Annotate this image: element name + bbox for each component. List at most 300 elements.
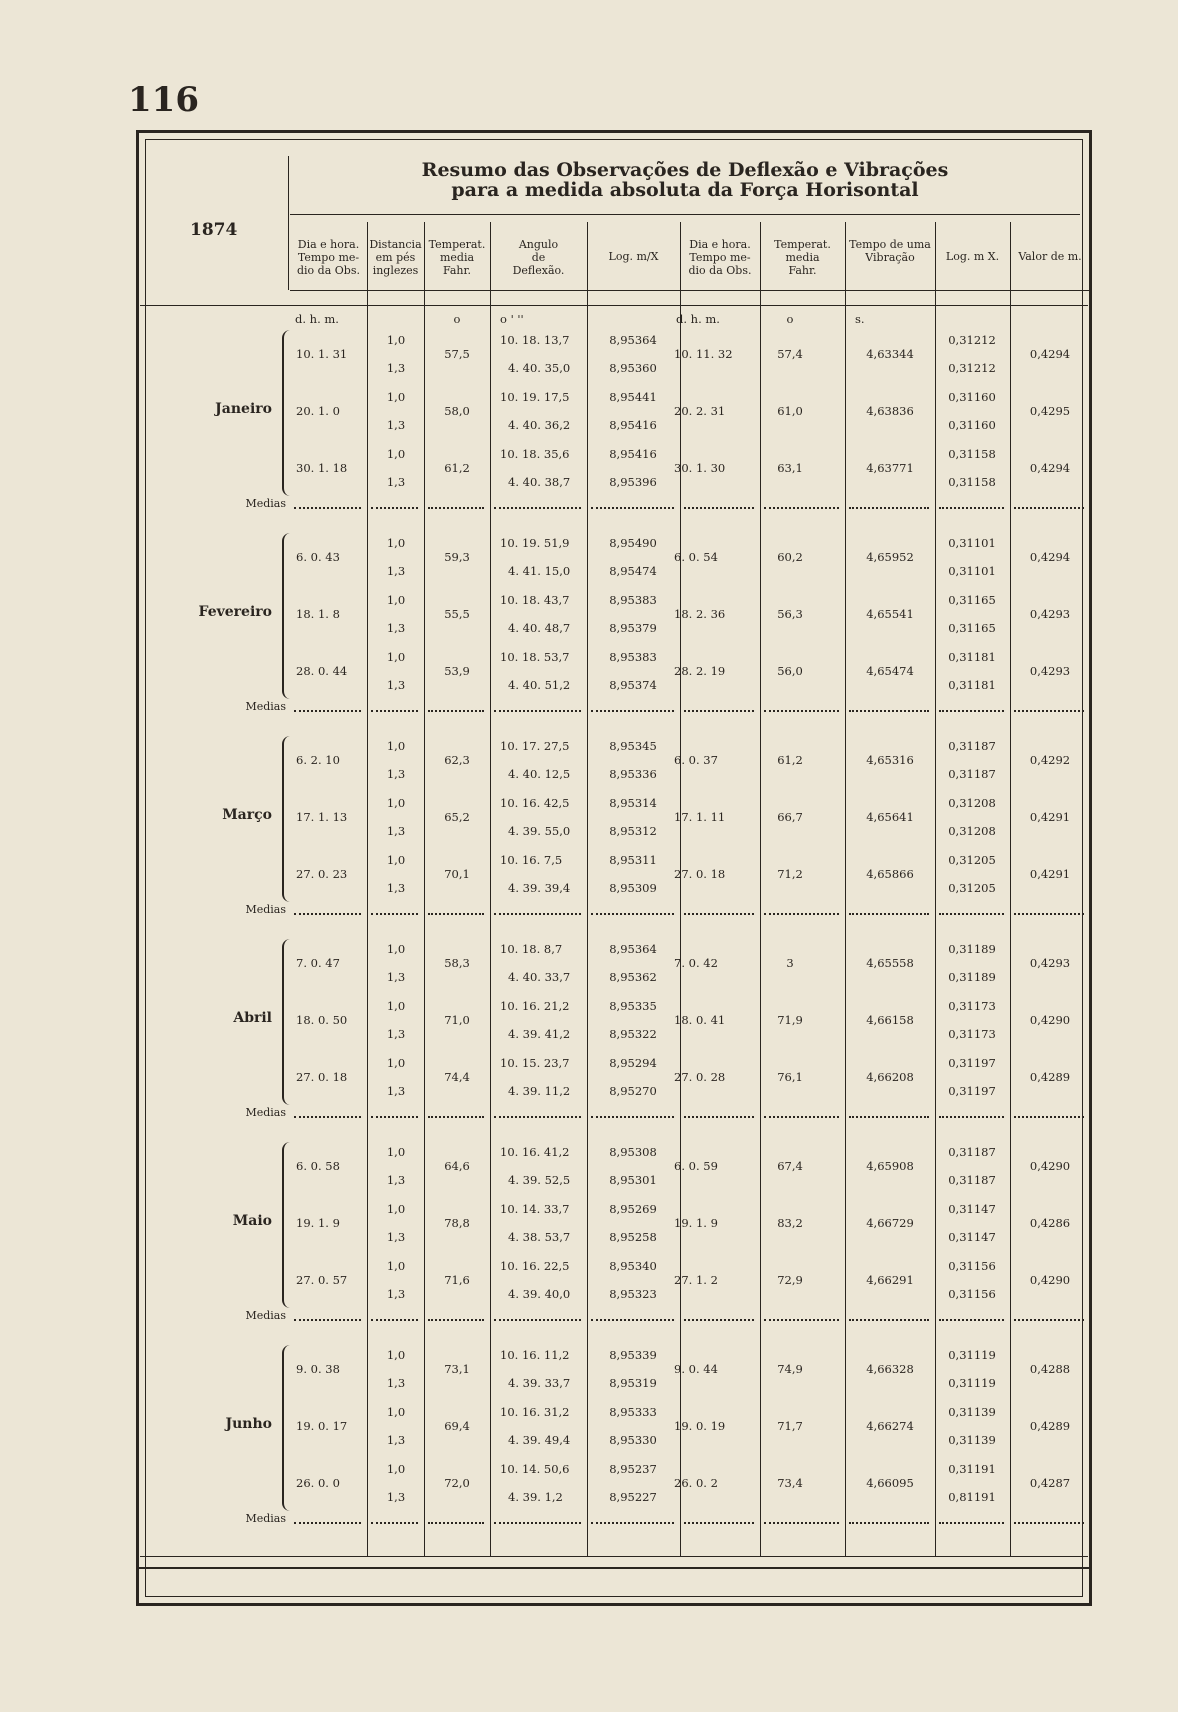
medias-dots — [494, 507, 581, 509]
log-m-x: 8,95309 — [609, 881, 657, 895]
day-hour-2: 19. 1. 9 — [674, 1216, 718, 1230]
medias-dots — [428, 1319, 484, 1321]
distance: 1,0 — [386, 1202, 406, 1216]
unit-angle: o ' '' — [500, 312, 524, 326]
value-m: 0,4293 — [1029, 956, 1071, 970]
deflection-angle: 4. 40. 36,2 — [508, 418, 571, 432]
vibration-time: 4,65866 — [866, 867, 914, 881]
log-mx: 0,31156 — [948, 1259, 996, 1273]
log-m-x: 8,95383 — [609, 593, 657, 607]
deflection-angle: 10. 16. 7,5 — [500, 853, 563, 867]
day-hour: 27. 0. 57 — [296, 1273, 348, 1287]
vibration-time: 4,66328 — [866, 1362, 914, 1376]
log-mx: 0,31165 — [948, 593, 996, 607]
temperature-2: 71,9 — [777, 1013, 803, 1027]
deflection-angle: 4. 39. 33,7 — [508, 1376, 571, 1390]
deflection-angle: 4. 39. 1,2 — [508, 1490, 563, 1504]
distance: 1,3 — [386, 1027, 406, 1041]
medias-dots — [494, 710, 581, 712]
medias-dots — [1014, 1116, 1084, 1118]
distance: 1,0 — [386, 536, 406, 550]
distance: 1,0 — [386, 1348, 406, 1362]
medias-dots — [428, 710, 484, 712]
log-mx: 0,31205 — [948, 881, 996, 895]
deflection-angle: 4. 39. 41,2 — [508, 1027, 571, 1041]
temperature: 58,3 — [444, 956, 470, 970]
log-mx: 0,31156 — [948, 1287, 996, 1301]
deflection-angle: 10. 18. 8,7 — [500, 942, 563, 956]
deflection-angle: 4. 40. 33,7 — [508, 970, 571, 984]
deflection-angle: 4. 40. 35,0 — [508, 361, 571, 375]
distance: 1,0 — [386, 333, 406, 347]
medias-dots — [294, 913, 361, 915]
log-mx: 0,31101 — [948, 536, 996, 550]
day-hour: 18. 1. 8 — [296, 607, 340, 621]
vibration-time: 4,66158 — [866, 1013, 914, 1027]
temperature: 71,6 — [444, 1273, 470, 1287]
log-mx: 0,31208 — [948, 796, 996, 810]
day-hour: 10. 1. 31 — [296, 347, 348, 361]
log-m-x: 8,95269 — [609, 1202, 657, 1216]
log-mx: 0,31119 — [948, 1376, 996, 1390]
log-mx: 0,31212 — [948, 333, 996, 347]
log-mx: 0,31165 — [948, 621, 996, 635]
medias-dots — [294, 1522, 361, 1524]
temperature-2: 60,2 — [777, 550, 803, 564]
distance: 1,3 — [386, 970, 406, 984]
log-m-x: 8,95441 — [609, 390, 657, 404]
temperature: 55,5 — [444, 607, 470, 621]
value-m: 0,4293 — [1029, 607, 1071, 621]
temperature: 72,0 — [444, 1476, 470, 1490]
log-m-x: 8,95339 — [609, 1348, 657, 1362]
temperature-2: 3 — [786, 956, 794, 970]
deflection-angle: 10. 18. 35,6 — [500, 447, 570, 461]
vibration-time: 4,65641 — [866, 810, 914, 824]
day-hour-2: 28. 2. 19 — [674, 664, 726, 678]
medias-dots — [764, 507, 839, 509]
unit-dh-2: d. h. m. — [676, 312, 720, 326]
value-m: 0,4289 — [1029, 1419, 1071, 1433]
log-mx: 0,31147 — [948, 1230, 996, 1244]
column-header: Tempo de uma Vibração — [849, 238, 931, 264]
log-m-x: 8,95258 — [609, 1230, 657, 1244]
distance: 1,3 — [386, 767, 406, 781]
medias-label: Medias — [245, 1106, 286, 1119]
medias-label: Medias — [245, 1512, 286, 1525]
vibration-time: 4,65558 — [866, 956, 914, 970]
month-brace — [282, 1345, 292, 1511]
medias-dots — [428, 1116, 484, 1118]
column-divider — [680, 222, 681, 1556]
medias-dots — [1014, 913, 1084, 915]
day-hour: 19. 0. 17 — [296, 1419, 348, 1433]
vibration-time: 4,63836 — [866, 404, 914, 418]
distance: 1,3 — [386, 564, 406, 578]
day-hour-2: 6. 0. 37 — [674, 753, 718, 767]
log-mx: 0,31187 — [948, 739, 996, 753]
medias-dots — [939, 1116, 1004, 1118]
month-brace — [282, 533, 292, 699]
log-mx: 0,31189 — [948, 942, 996, 956]
temperature-2: 83,2 — [777, 1216, 803, 1230]
month-name: Março — [222, 806, 272, 823]
log-m-x: 8,95379 — [609, 621, 657, 635]
header-rule — [140, 305, 1088, 306]
medias-dots — [939, 1319, 1004, 1321]
vibration-time: 4,66729 — [866, 1216, 914, 1230]
medias-dots — [684, 507, 754, 509]
medias-dots — [371, 1319, 418, 1321]
log-m-x: 8,95374 — [609, 678, 657, 692]
temperature: 57,5 — [444, 347, 470, 361]
month-brace — [282, 736, 292, 902]
log-m-x: 8,95416 — [609, 447, 657, 461]
unit-sec: s. — [855, 312, 865, 326]
distance: 1,3 — [386, 1230, 406, 1244]
day-hour-2: 6. 0. 54 — [674, 550, 718, 564]
day-hour-2: 9. 0. 44 — [674, 1362, 718, 1376]
medias-label: Medias — [245, 903, 286, 916]
medias-dots — [939, 1522, 1004, 1524]
vibration-time: 4,66274 — [866, 1419, 914, 1433]
deflection-angle: 10. 16. 21,2 — [500, 999, 570, 1013]
temperature-2: 73,4 — [777, 1476, 803, 1490]
day-hour: 7. 0. 47 — [296, 956, 340, 970]
medias-label: Medias — [245, 497, 286, 510]
day-hour-2: 7. 0. 42 — [674, 956, 718, 970]
column-header: Dia e hora. Tempo me- dio da Obs. — [297, 238, 360, 277]
log-m-x: 8,95396 — [609, 475, 657, 489]
deflection-angle: 10. 16. 22,5 — [500, 1259, 570, 1273]
medias-label: Medias — [245, 1309, 286, 1322]
medias-dots — [371, 507, 418, 509]
day-hour-2: 26. 0. 2 — [674, 1476, 718, 1490]
column-divider — [367, 222, 368, 1556]
distance: 1,0 — [386, 999, 406, 1013]
year-label: 1874 — [190, 220, 238, 240]
day-hour: 6. 0. 43 — [296, 550, 340, 564]
temperature-2: 56,0 — [777, 664, 803, 678]
temperature-2: 76,1 — [777, 1070, 803, 1084]
medias-dots — [428, 1522, 484, 1524]
log-m-x: 8,95330 — [609, 1433, 657, 1447]
medias-dots — [371, 1522, 418, 1524]
deflection-angle: 10. 16. 41,2 — [500, 1145, 570, 1159]
value-m: 0,4290 — [1029, 1013, 1071, 1027]
distance: 1,0 — [386, 853, 406, 867]
deflection-angle: 10. 17. 27,5 — [500, 739, 570, 753]
distance: 1,0 — [386, 447, 406, 461]
medias-dots — [764, 1116, 839, 1118]
log-m-x: 8,95237 — [609, 1462, 657, 1476]
log-m-x: 8,95227 — [609, 1490, 657, 1504]
unit-temp: o — [453, 312, 461, 326]
log-m-x: 8,95336 — [609, 767, 657, 781]
distance: 1,3 — [386, 678, 406, 692]
deflection-angle: 4. 39. 39,4 — [508, 881, 571, 895]
deflection-angle: 10. 15. 23,7 — [500, 1056, 570, 1070]
deflection-angle: 10. 19. 17,5 — [500, 390, 570, 404]
log-mx: 0,31173 — [948, 999, 996, 1013]
log-mx: 0,31212 — [948, 361, 996, 375]
month-name: Junho — [225, 1415, 272, 1432]
log-m-x: 8,95322 — [609, 1027, 657, 1041]
vibration-time: 4,66208 — [866, 1070, 914, 1084]
day-hour-2: 18. 2. 36 — [674, 607, 726, 621]
log-m-x: 8,95364 — [609, 942, 657, 956]
log-m-x: 8,95294 — [609, 1056, 657, 1070]
deflection-angle: 4. 40. 38,7 — [508, 475, 571, 489]
deflection-angle: 10. 18. 13,7 — [500, 333, 570, 347]
distance: 1,3 — [386, 1376, 406, 1390]
unit-dh: d. h. m. — [295, 312, 339, 326]
column-header: Angulo de Deflexão. — [512, 238, 565, 277]
deflection-angle: 10. 16. 11,2 — [500, 1348, 570, 1362]
medias-dots — [684, 1116, 754, 1118]
medias-dots — [428, 913, 484, 915]
medias-dots — [591, 1116, 674, 1118]
log-mx: 0,81191 — [948, 1490, 996, 1504]
deflection-angle: 4. 40. 12,5 — [508, 767, 571, 781]
temperature-2: 66,7 — [777, 810, 803, 824]
log-mx: 0,31197 — [948, 1056, 996, 1070]
day-hour-2: 18. 0. 41 — [674, 1013, 726, 1027]
distance: 1,0 — [386, 942, 406, 956]
temperature-2: 71,2 — [777, 867, 803, 881]
value-m: 0,4293 — [1029, 664, 1071, 678]
distance: 1,0 — [386, 390, 406, 404]
log-mx: 0,31189 — [948, 970, 996, 984]
month-name: Maio — [232, 1212, 272, 1229]
medias-dots — [1014, 710, 1084, 712]
column-header: Temperat. media Fahr. — [428, 238, 486, 277]
temperature: 59,3 — [444, 550, 470, 564]
month-name: Janeiro — [215, 400, 272, 417]
log-mx: 0,31208 — [948, 824, 996, 838]
vibration-time: 4,65908 — [866, 1159, 914, 1173]
day-hour-2: 10. 11. 32 — [674, 347, 733, 361]
deflection-angle: 10. 18. 43,7 — [500, 593, 570, 607]
month-brace — [282, 939, 292, 1105]
log-m-x: 8,95345 — [609, 739, 657, 753]
log-m-x: 8,95474 — [609, 564, 657, 578]
medias-dots — [849, 507, 929, 509]
month-name: Abril — [233, 1009, 272, 1026]
day-hour-2: 6. 0. 59 — [674, 1159, 718, 1173]
distance: 1,3 — [386, 361, 406, 375]
medias-dots — [294, 710, 361, 712]
medias-dots — [849, 1116, 929, 1118]
deflection-angle: 10. 19. 51,9 — [500, 536, 570, 550]
day-hour-2: 17. 1. 11 — [674, 810, 726, 824]
medias-dots — [684, 1522, 754, 1524]
day-hour: 19. 1. 9 — [296, 1216, 340, 1230]
medias-dots — [371, 913, 418, 915]
value-m: 0,4295 — [1029, 404, 1071, 418]
value-m: 0,4292 — [1029, 753, 1071, 767]
day-hour: 20. 1. 0 — [296, 404, 340, 418]
distance: 1,0 — [386, 1056, 406, 1070]
temperature-2: 71,7 — [777, 1419, 803, 1433]
medias-dots — [428, 507, 484, 509]
day-hour: 17. 1. 13 — [296, 810, 348, 824]
column-header: Distancia em pés inglezes — [369, 238, 422, 277]
day-hour: 26. 0. 0 — [296, 1476, 340, 1490]
deflection-angle: 10. 16. 42,5 — [500, 796, 570, 810]
medias-dots — [1014, 1319, 1084, 1321]
temperature-2: 63,1 — [777, 461, 803, 475]
temperature: 69,4 — [444, 1419, 470, 1433]
distance: 1,0 — [386, 593, 406, 607]
distance: 1,0 — [386, 1259, 406, 1273]
log-mx: 0,31187 — [948, 1145, 996, 1159]
column-header: Log. m X. — [945, 250, 1000, 263]
log-mx: 0,31181 — [948, 650, 996, 664]
body-bottom-rule — [140, 1556, 1088, 1557]
log-m-x: 8,95383 — [609, 650, 657, 664]
medias-dots — [1014, 507, 1084, 509]
temperature-2: 57,4 — [777, 347, 803, 361]
distance: 1,3 — [386, 1433, 406, 1447]
column-divider — [587, 222, 588, 1556]
deflection-angle: 4. 39. 40,0 — [508, 1287, 571, 1301]
distance: 1,3 — [386, 1490, 406, 1504]
medias-dots — [591, 913, 674, 915]
medias-label: Medias — [245, 700, 286, 713]
value-m: 0,4286 — [1029, 1216, 1071, 1230]
column-divider — [424, 222, 425, 1556]
value-m: 0,4290 — [1029, 1159, 1071, 1173]
deflection-angle: 4. 40. 51,2 — [508, 678, 571, 692]
vibration-time: 4,65316 — [866, 753, 914, 767]
log-m-x: 8,95362 — [609, 970, 657, 984]
temperature: 73,1 — [444, 1362, 470, 1376]
title-line-2: para a medida absoluta da Força Horisontal — [451, 179, 919, 201]
vibration-time: 4,65541 — [866, 607, 914, 621]
log-mx: 0,31158 — [948, 475, 996, 489]
medias-dots — [764, 1319, 839, 1321]
log-m-x: 8,95311 — [609, 853, 657, 867]
deflection-angle: 4. 39. 52,5 — [508, 1173, 571, 1187]
medias-dots — [494, 913, 581, 915]
log-m-x: 8,95364 — [609, 333, 657, 347]
day-hour: 27. 0. 18 — [296, 1070, 348, 1084]
value-m: 0,4294 — [1029, 550, 1071, 564]
value-m: 0,4290 — [1029, 1273, 1071, 1287]
page-number: 116 — [128, 80, 199, 120]
medias-dots — [684, 710, 754, 712]
log-m-x: 8,95319 — [609, 1376, 657, 1390]
temperature-2: 56,3 — [777, 607, 803, 621]
log-mx: 0,31147 — [948, 1202, 996, 1216]
distance: 1,3 — [386, 1084, 406, 1098]
column-header: Dia e hora. Tempo me- dio da Obs. — [688, 238, 752, 277]
log-m-x: 8,95270 — [609, 1084, 657, 1098]
log-mx: 0,31160 — [948, 390, 996, 404]
log-mx: 0,31139 — [948, 1405, 996, 1419]
log-mx: 0,31191 — [948, 1462, 996, 1476]
medias-dots — [494, 1116, 581, 1118]
distance: 1,0 — [386, 796, 406, 810]
log-m-x: 8,95312 — [609, 824, 657, 838]
day-hour-2: 27. 0. 18 — [674, 867, 726, 881]
medias-dots — [849, 913, 929, 915]
day-hour: 30. 1. 18 — [296, 461, 348, 475]
deflection-angle: 10. 16. 31,2 — [500, 1405, 570, 1419]
medias-dots — [591, 507, 674, 509]
medias-dots — [939, 507, 1004, 509]
distance: 1,3 — [386, 1173, 406, 1187]
column-divider — [935, 222, 936, 1556]
log-m-x: 8,95490 — [609, 536, 657, 550]
medias-dots — [684, 913, 754, 915]
medias-dots — [849, 1319, 929, 1321]
day-hour-2: 27. 0. 28 — [674, 1070, 726, 1084]
deflection-angle: 4. 39. 11,2 — [508, 1084, 571, 1098]
temperature: 74,4 — [444, 1070, 470, 1084]
day-hour: 9. 0. 38 — [296, 1362, 340, 1376]
day-hour-2: 20. 2. 31 — [674, 404, 726, 418]
column-header: Valor de m. — [1018, 250, 1082, 263]
month-brace — [282, 1142, 292, 1308]
log-m-x: 8,95333 — [609, 1405, 657, 1419]
temperature: 64,6 — [444, 1159, 470, 1173]
deflection-angle: 4. 41. 15,0 — [508, 564, 571, 578]
value-m: 0,4289 — [1029, 1070, 1071, 1084]
value-m: 0,4291 — [1029, 867, 1071, 881]
temperature: 53,9 — [444, 664, 470, 678]
deflection-angle: 10. 14. 33,7 — [500, 1202, 570, 1216]
distance: 1,0 — [386, 739, 406, 753]
medias-dots — [494, 1522, 581, 1524]
temperature: 71,0 — [444, 1013, 470, 1027]
temperature: 61,2 — [444, 461, 470, 475]
log-m-x: 8,95360 — [609, 361, 657, 375]
medias-dots — [591, 1319, 674, 1321]
distance: 1,0 — [386, 650, 406, 664]
medias-dots — [764, 913, 839, 915]
deflection-angle: 4. 39. 49,4 — [508, 1433, 571, 1447]
table-title — [290, 160, 1080, 200]
vibration-time: 4,63344 — [866, 347, 914, 361]
distance: 1,0 — [386, 1405, 406, 1419]
deflection-angle: 4. 40. 48,7 — [508, 621, 571, 635]
distance: 1,3 — [386, 418, 406, 432]
log-m-x: 8,95323 — [609, 1287, 657, 1301]
medias-dots — [684, 1319, 754, 1321]
log-mx: 0,31187 — [948, 1173, 996, 1187]
vibration-time: 4,66291 — [866, 1273, 914, 1287]
medias-dots — [764, 710, 839, 712]
log-mx: 0,31205 — [948, 853, 996, 867]
value-m: 0,4294 — [1029, 461, 1071, 475]
column-header: Temperat. media Fahr. — [774, 238, 831, 277]
medias-dots — [371, 1116, 418, 1118]
day-hour-2: 27. 1. 2 — [674, 1273, 718, 1287]
log-m-x: 8,95314 — [609, 796, 657, 810]
temperature: 65,2 — [444, 810, 470, 824]
title-line-1: Resumo das Observações de Deflexão e Vibrações — [421, 159, 949, 181]
distance: 1,0 — [386, 1145, 406, 1159]
medias-dots — [591, 710, 674, 712]
column-divider — [1010, 222, 1011, 1556]
distance: 1,0 — [386, 1462, 406, 1476]
deflection-angle: 4. 38. 53,7 — [508, 1230, 571, 1244]
day-hour: 6. 0. 58 — [296, 1159, 340, 1173]
value-m: 0,4287 — [1029, 1476, 1071, 1490]
column-header: Log. m/X — [608, 250, 659, 263]
